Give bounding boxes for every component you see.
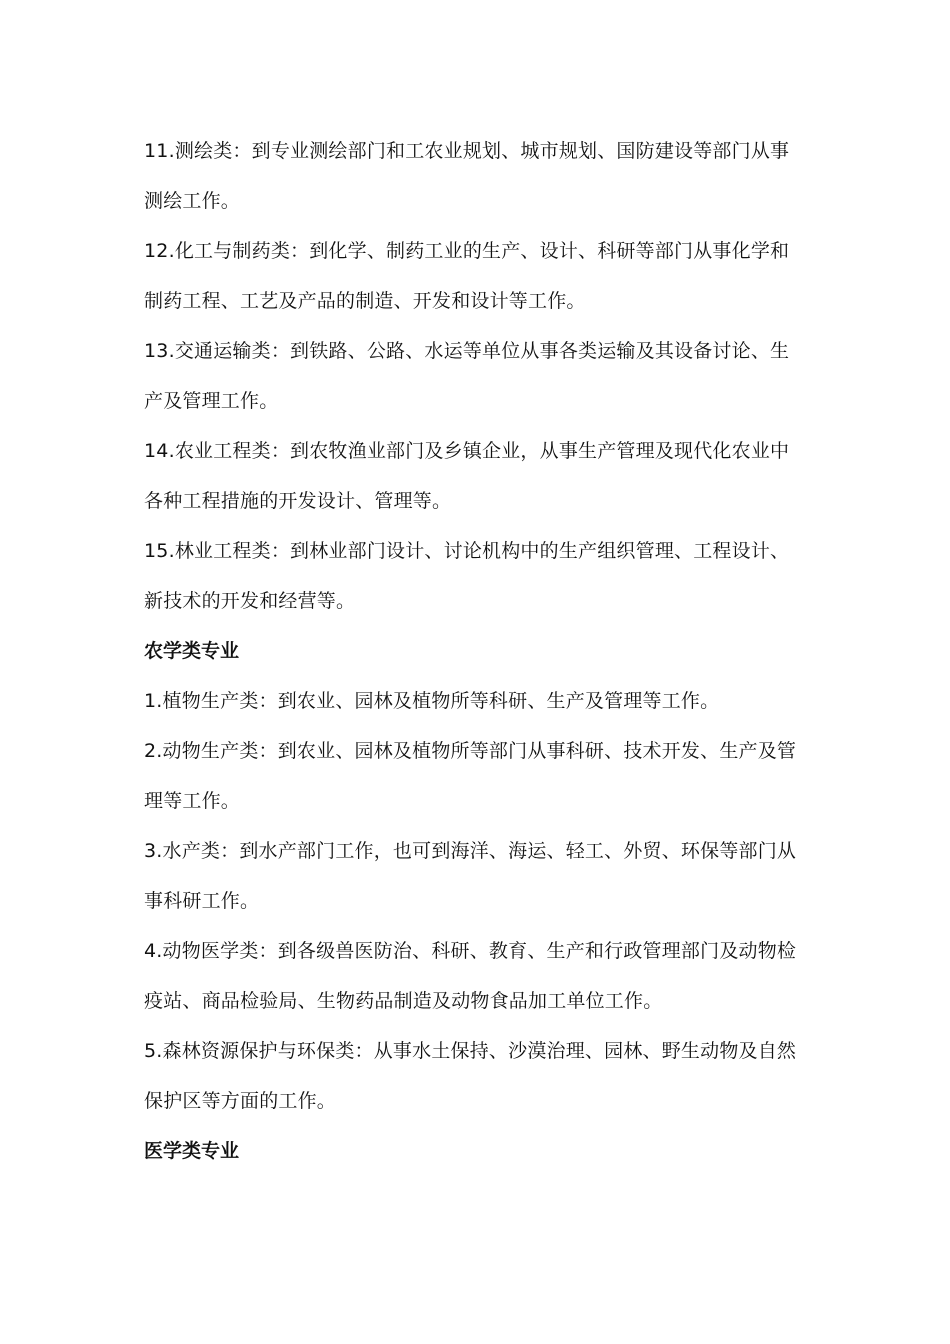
paragraph-chemical-pharma: 12.化工与制药类：到化学、制药工业的生产、设计、科研等部门从事化学和制药工程、工艺及产品的制造、开发和设计等工作。 [144, 240, 790, 312]
paragraph-animal-production: 2.动物生产类：到农业、园林及植物所等部门从事科研、技术开发、生产及管理等工作。 [144, 740, 797, 812]
paragraph-forestry-engineering: 15.林业工程类：到林业部门设计、讨论机构中的生产组织管理、工程设计、新技术的开发和经营等。 [144, 540, 790, 612]
paragraph-veterinary: 4.动物医学类：到各级兽医防治、科研、教育、生产和行政管理部门及动物检疫站、商品检验局、生物药品制造及动物食品加工单位工作。 [144, 940, 797, 1012]
paragraph-forest-protection: 5.森林资源保护与环保类：从事水土保持、沙漠治理、园林、野生动物及自然保护区等方面的工作。 [144, 1040, 797, 1112]
section-heading-agriculture: 农学类专业 [144, 640, 240, 662]
paragraph-plant-production: 1.植物生产类：到农业、园林及植物所等科研、生产及管理等工作。 [144, 690, 720, 712]
section-heading-medicine: 医学类专业 [144, 1140, 240, 1162]
paragraph-transportation: 13.交通运输类：到铁路、公路、水运等单位从事各类运输及其设备讨论、生产及管理工作。 [144, 340, 790, 412]
document-body [144, 126, 808, 1176]
paragraph-agricultural-engineering: 14.农业工程类：到农牧渔业部门及乡镇企业，从事生产管理及现代化农业中各种工程措施的开发设计、管理等。 [144, 440, 790, 512]
paragraph-surveying: 11.测绘类：到专业测绘部门和工农业规划、城市规划、国防建设等部门从事测绘工作。 [144, 140, 790, 212]
paragraph-aquaculture: 3.水产类：到水产部门工作，也可到海洋、海运、轻工、外贸、环保等部门从事科研工作。 [144, 840, 797, 912]
